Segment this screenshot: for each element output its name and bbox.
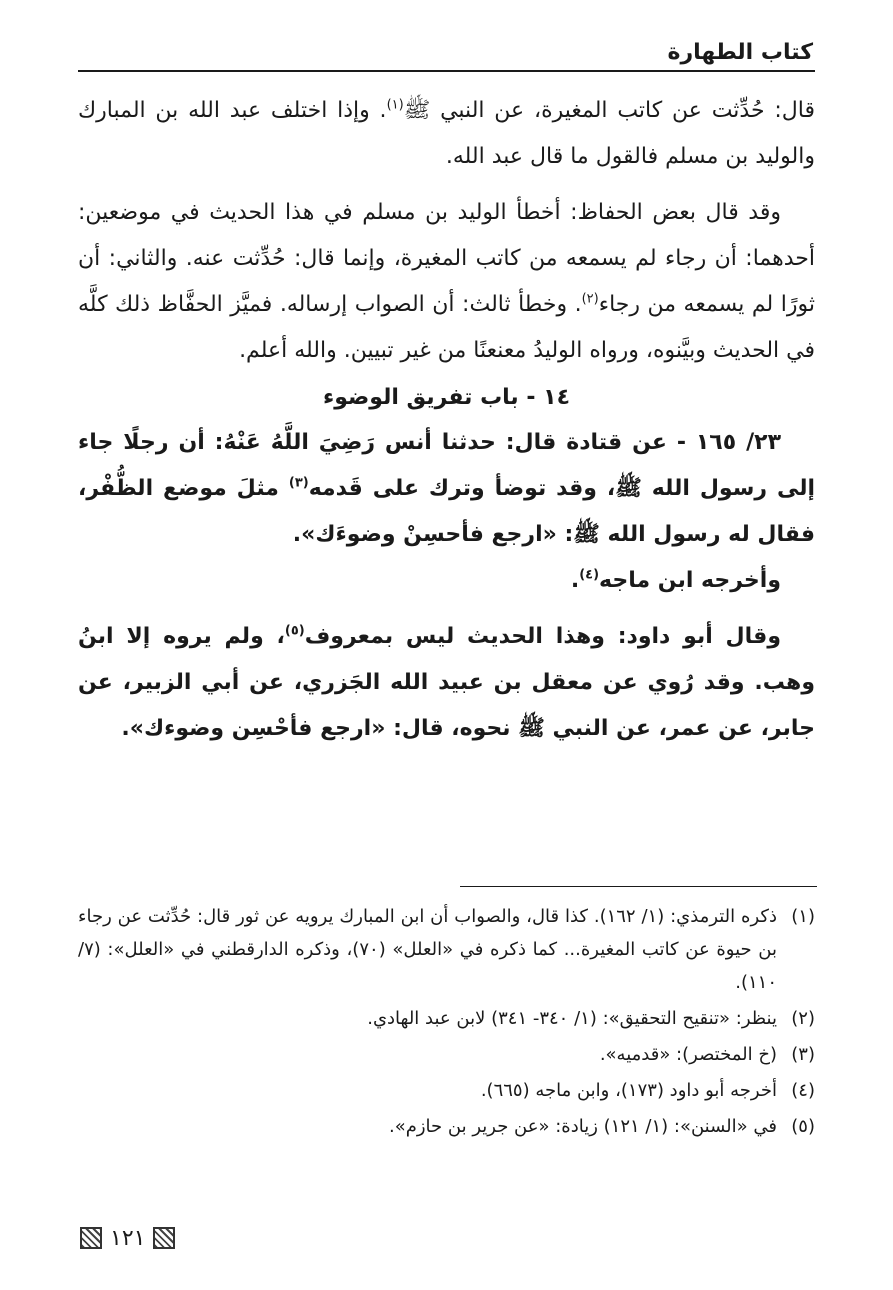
takhrij-text: . [570, 568, 580, 593]
footnote [78, 900, 815, 999]
footnote-number: (٤) [791, 1080, 815, 1101]
hadith-text [78, 420, 815, 558]
takhrij-text: وأخرجه ابن ماجه [599, 568, 781, 593]
hadith-text-part: مثلَ موضع الظُّفْر، فقال له رسول الله ﷺ: «ارجع فأحسِنْ وضوءَك». [78, 476, 815, 547]
footnotes [78, 900, 815, 1146]
commentary-text: وقال أبو داود: وهذا الحديث ليس بمعروف [304, 624, 781, 649]
footnote-number: (٥) [791, 1116, 815, 1137]
main-text [78, 88, 815, 752]
ornament-icon [80, 1227, 102, 1249]
paragraph [78, 190, 815, 374]
commentary-text: ، ولم يروه إلا ابنُ وهب. وقد رُوي عن معقل بن عبيد الله الجَزري، عن أبي الزبير، عن جابر، عن عمر، عن النبي ﷺ نحوه، قال: «ارجع فأحْسِن وضوءك». [78, 624, 815, 741]
paragraph-text: قال: حُدِّثت عن كاتب المغيرة، عن النبي ﷺ [403, 98, 815, 123]
footnote-separator [460, 886, 817, 887]
footnote-text: ذكره الترمذي: (١/ ١٦٢). كذا قال، والصواب أن ابن المبارك يرويه عن ثور قال: حُدِّثت عن رجاء بن حيوة عن كاتب المغيرة... كما ذكره في «العلل» (٧٠)، وذكره الدارقطني في «العلل»: (٧/ ١١٠). [78, 906, 777, 993]
paragraph-text: . وخطأ ثالث: أن الصواب إرساله. فميَّز الحفَّاظ ذلك كلَّه في الحديث وبيَّنوه، ورواه الوليدُ معنعنًا من غير تبيين. والله أعلم. [78, 292, 815, 363]
footnote-text: (خ المختصر): «قدميه». [599, 1044, 777, 1065]
hadith-text-part: ٢٣/ ١٦٥ - عن قتادة قال: حدثنا أنس رَضِيَ اللَّهُ عَنْهُ: أن رجلًا جاء إلى رسول الله ﷺ، وقد توضأ وترك على قَدمه [78, 430, 816, 501]
footnote-marker[interactable]: (٥) [284, 623, 305, 639]
header-rule [78, 70, 815, 72]
paragraph-text: وقد قال بعض الحفاظ: أخطأ الوليد بن مسلم في هذا الحديث في موضعين: أحدهما: أن رجاء لم يسمعه من كاتب المغيرة، وإنما قال: حُدِّثت عنه. والثاني: أن ثورًا لم يسمعه من رجاء [78, 200, 815, 317]
footnote-text: ينظر: «تنقيح التحقيق»: (١/ ٣٤٠- ٣٤١) لابن عبد الهادي. [367, 1008, 777, 1029]
footnote-marker[interactable]: (٢) [581, 291, 599, 307]
footnote [78, 1038, 815, 1071]
page-number-block [80, 1224, 175, 1252]
footnote [78, 1002, 815, 1035]
paragraph-text: . وإذا اختلف عبد الله بن المبارك والوليد بن مسلم فالقول ما قال عبد الله. [78, 98, 815, 169]
takhrij-line [78, 558, 815, 604]
paragraph [78, 88, 815, 180]
footnote-marker[interactable]: (٤) [579, 567, 600, 583]
footnote-number: (٢) [791, 1008, 815, 1029]
footnote [78, 1110, 815, 1143]
footnote-number: (١) [791, 906, 815, 927]
footnote-marker[interactable]: (٣) [288, 475, 309, 491]
running-head: كتاب الطهارة [667, 40, 813, 65]
page-number: ١٢١ [110, 1225, 146, 1251]
footnote-text: أخرجه أبو داود (١٧٣)، وابن ماجه (٦٦٥). [480, 1080, 777, 1101]
footnote [78, 1074, 815, 1107]
footnote-marker[interactable]: (١) [386, 97, 404, 113]
footnote-text: في «السنن»: (١/ ١٢١) زيادة: «عن جرير بن حازم». [388, 1116, 777, 1137]
footnote-number: (٣) [791, 1044, 815, 1065]
chapter-heading: ١٤ - باب تفريق الوضوء [322, 385, 571, 410]
commentary-paragraph [78, 614, 815, 752]
ornament-icon [153, 1227, 175, 1249]
